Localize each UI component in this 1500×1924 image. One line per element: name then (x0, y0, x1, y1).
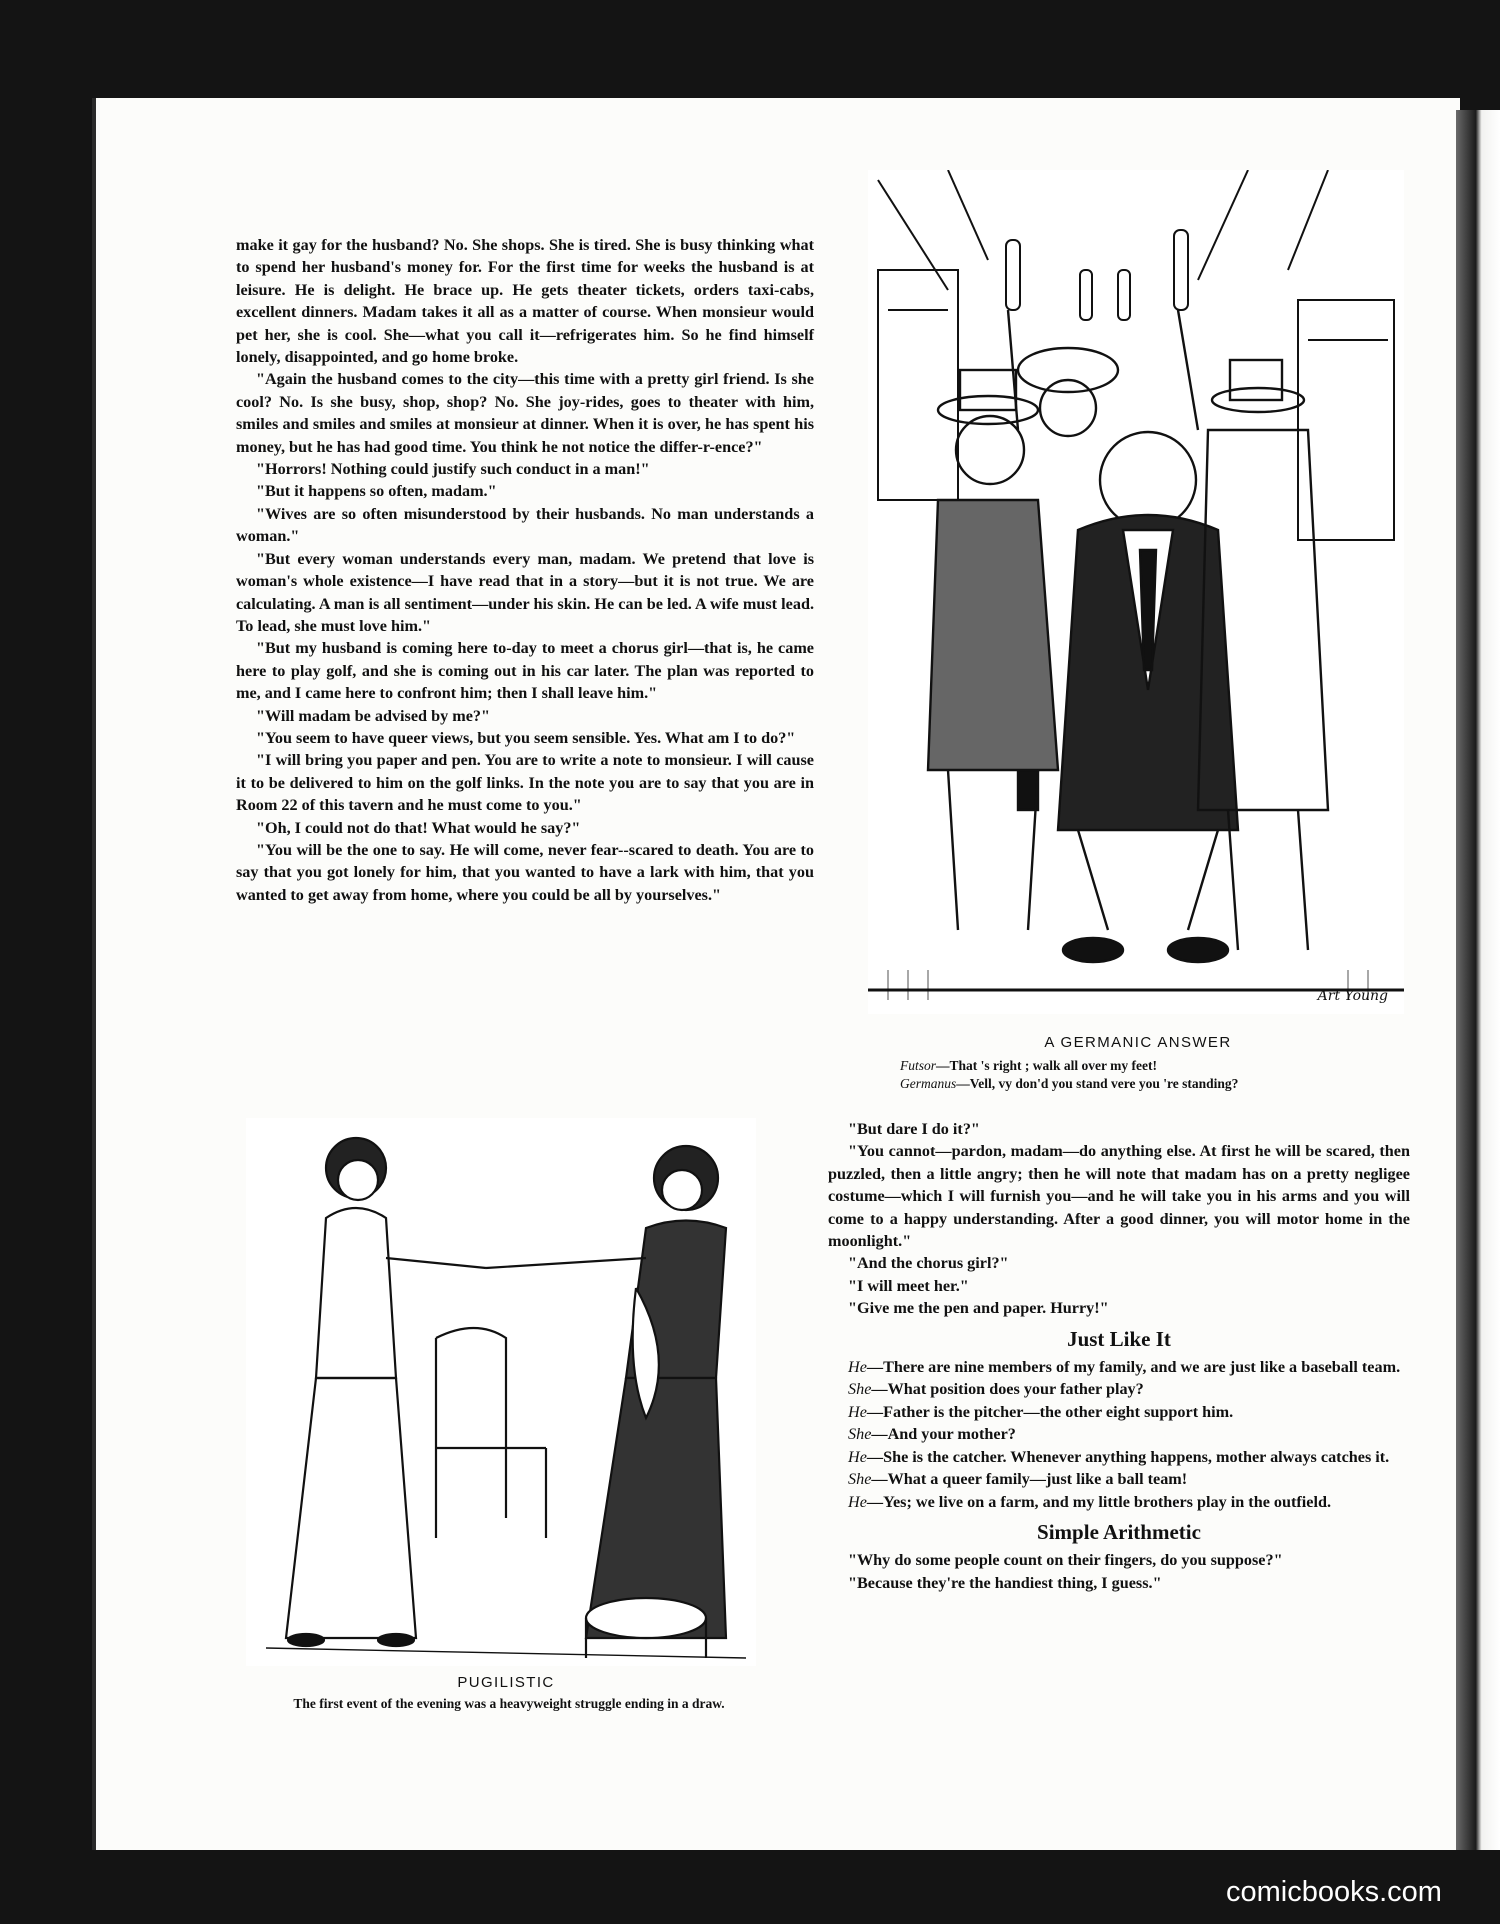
two-women-drawing (246, 1118, 756, 1666)
train-cartoon-title: A GERMANIC ANSWER (1044, 1034, 1232, 1051)
dialogue-line (828, 1401, 1410, 1423)
paragraph: "You will be the one to say. He will come, never fear--scared to death. You are to say that you got lonely for him, that you wanted to have a lark with him, that you wanted to get away from home, where you could be all by yourselves." (236, 840, 814, 904)
dialogue-line (828, 1378, 1410, 1400)
paragraph: "You seem to have queer views, but you seem sensible. Yes. What am I to do?" (256, 728, 796, 747)
left-text-column (236, 234, 814, 906)
dialogue-text: —There are nine members of my family, and we are just like a baseball team. (866, 1358, 1401, 1377)
paragraph: "But dare I do it?" (848, 1120, 980, 1138)
dialogue-text: —What position does your father play? (871, 1380, 1144, 1399)
paragraph: "I will meet her." (848, 1276, 969, 1295)
dialogue-text: —What a queer family—just like a ball team! (871, 1470, 1188, 1489)
speaker-name: She (848, 1425, 872, 1444)
dialogue-line (828, 1423, 1410, 1445)
paragraph: "But my husband is coming here to-day to meet a chorus girl—that is, he came here to play golf, and she is coming out in his car later. The plan was reported to me, and I came here to confront him; then I shall leave him." (236, 639, 814, 703)
right-text-column (828, 1118, 1410, 1594)
speaker-name: Germanus (900, 1076, 957, 1091)
simple-arithmetic-heading: Simple Arithmetic (1037, 1519, 1201, 1544)
dialogue-line (828, 1356, 1410, 1378)
artist-signature: Art Young (1317, 988, 1388, 1004)
dialogue-text: —And your mother? (871, 1425, 1016, 1444)
speaker-name: He (848, 1492, 867, 1511)
dialogue-text: —Yes; we live on a farm, and my little brothers play in the outfield. (866, 1492, 1332, 1511)
pugilistic-cartoon-caption: The first event of the evening was a heavyweight struggle ending in a draw. (293, 1696, 725, 1711)
paragraph: "I will bring you paper and pen. You are to write a note to monsieur. I will cause it to be delivered to him on the golf links. In the note you are to say that you are in Room 22 of this tavern and he must come to you." (236, 751, 814, 815)
paragraph: "You cannot—pardon, madam—do anything else. At first he will be scared, then puzzled, then a little angry; then he will note that madam has on a pretty negligee costume—which I will furnish you—and he will take you in his arms and you will come to a happy understanding. After a good dinner, you will motor home in the moonlight." (828, 1142, 1410, 1251)
dialogue-text: —Father is the pitcher—the other eight support him. (866, 1402, 1234, 1421)
caption-text: —Vell, vy don'd you stand vere you 're standing? (956, 1076, 1239, 1091)
speaker-name: She (848, 1380, 872, 1399)
paragraph: "But it happens so often, madam." (256, 482, 497, 501)
paragraph: "Oh, I could not do that! What would he say?" (256, 818, 581, 837)
dialogue-line (828, 1468, 1410, 1490)
dialogue-line (828, 1491, 1410, 1513)
paragraph: "Will madam be advised by me?" (256, 706, 490, 725)
paragraph: "Why do some people count on their fingers, do you suppose?" (848, 1551, 1283, 1570)
train-cartoon-illustration (868, 170, 1404, 1014)
paragraph: make it gay for the husband? No. She shops. She is tired. She is busy thinking what to spend her husband's money for. For the first time for weeks the husband is at leisure. He is delight. He brace up. He gets theater tickets, orders taxi-cabs, excellent dinners. Madam takes it all as a matter of course. When monsieur would pet her, she is cool. She—what you call it—refrigerates him. So he find himself lonely, disappointed, and go home broke. (236, 236, 814, 367)
caption-text: —That 's right ; walk all over my feet! (936, 1058, 1157, 1073)
paragraph: "Again the husband comes to the city—this time with a pretty girl friend. Is she cool? No. Is she busy, shop, shop? No. She joy-rides, goes to theater with him, smiles and smiles and smiles at monsieur at dinner. When it is over, he has spent his money, but he has had good time. You think he not notice the differ-r-ence?" (236, 370, 814, 456)
train-caption-line-2 (900, 1076, 1238, 1092)
paragraph: "Because they're the handiest thing, I guess." (848, 1573, 1162, 1592)
speaker-name: He (848, 1358, 867, 1377)
speaker-name: He (848, 1447, 867, 1466)
speaker-name: He (848, 1402, 867, 1421)
pugilistic-cartoon-title: PUGILISTIC (457, 1674, 555, 1691)
train-scene-drawing (868, 170, 1404, 1014)
paragraph: "And the chorus girl?" (848, 1254, 1009, 1273)
just-like-it-heading: Just Like It (1067, 1326, 1171, 1351)
paragraph: "Give me the pen and paper. Hurry!" (848, 1299, 1109, 1318)
paragraph: "Horrors! Nothing could justify such conduct in a man!" (256, 460, 650, 479)
page-gutter (1456, 110, 1500, 1850)
paragraph: "But every woman understands every man, madam. We pretend that love is woman's whole existence—I have read that in a story—but it is not true. We are calculating. A man is all sentiment—under his skin. He can be led. A wife must lead. To lead, she must love him." (236, 549, 814, 635)
train-caption-line-1 (900, 1058, 1157, 1074)
site-watermark: comicbooks.com (1226, 1876, 1442, 1908)
dialogue-text: —She is the catcher. Whenever anything happens, mother always catches it. (866, 1447, 1390, 1466)
speaker-name: She (848, 1470, 872, 1489)
dialogue-line (828, 1446, 1410, 1468)
speaker-name: Futsor (900, 1058, 937, 1073)
paragraph: "Wives are so often misunderstood by their husbands. No man understands a woman." (236, 504, 814, 546)
pugilistic-cartoon-illustration (246, 1118, 756, 1666)
